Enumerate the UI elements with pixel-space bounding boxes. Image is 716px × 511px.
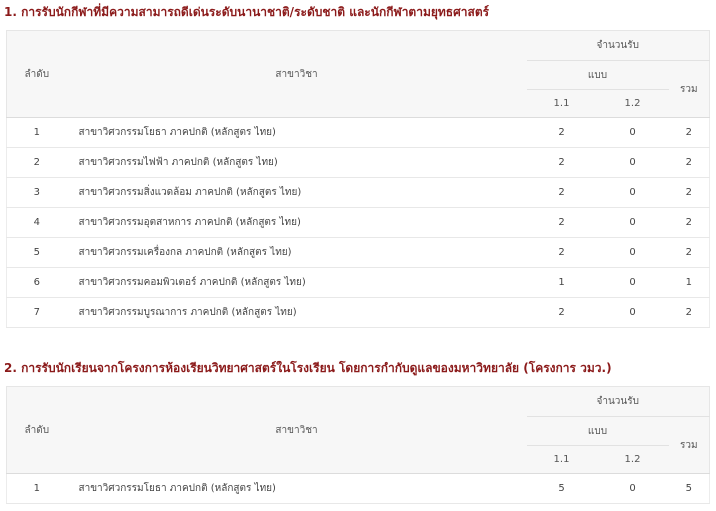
row-program: สาขาวิศวกรรมโยธา ภาคปกติ (หลักสูตร ไทย) <box>67 118 527 148</box>
header-type-1-2: 1.2 <box>597 90 669 118</box>
table-row <box>7 178 710 208</box>
row-type-1-1: 2 <box>527 238 597 268</box>
row-total: 2 <box>669 118 710 148</box>
table-row <box>7 148 710 178</box>
header-no: ลำดับ <box>7 31 67 118</box>
row-no: 5 <box>7 238 67 268</box>
row-type-1-2: 0 <box>597 118 669 148</box>
admission-table-science-classroom <box>6 386 710 504</box>
row-total: 1 <box>669 268 710 298</box>
header-total: รวม <box>669 417 710 474</box>
row-program: สาขาวิศวกรรมเครื่องกล ภาคปกติ (หลักสูตร ไทย) <box>67 238 527 268</box>
row-total: 2 <box>669 208 710 238</box>
header-seats: จำนวนรับ <box>527 31 710 61</box>
row-total: 5 <box>669 474 710 504</box>
header-type: แบบ <box>527 61 669 90</box>
row-type-1-2: 0 <box>597 474 669 504</box>
row-type-1-1: 1 <box>527 268 597 298</box>
row-no: 7 <box>7 298 67 328</box>
row-total: 2 <box>669 298 710 328</box>
table-row <box>7 238 710 268</box>
row-type-1-1: 2 <box>527 178 597 208</box>
row-type-1-1: 2 <box>527 208 597 238</box>
header-type-1-1: 1.1 <box>527 446 597 474</box>
row-type-1-2: 0 <box>597 178 669 208</box>
row-no: 1 <box>7 118 67 148</box>
row-no: 3 <box>7 178 67 208</box>
header-seats: จำนวนรับ <box>527 387 710 417</box>
row-program: สาขาวิศวกรรมคอมพิวเตอร์ ภาคปกติ (หลักสูตร ไทย) <box>67 268 527 298</box>
header-type: แบบ <box>527 417 669 446</box>
table-row <box>7 208 710 238</box>
row-total: 2 <box>669 148 710 178</box>
header-no: ลำดับ <box>7 387 67 474</box>
row-type-1-1: 2 <box>527 298 597 328</box>
row-type-1-1: 2 <box>527 148 597 178</box>
table-row <box>7 298 710 328</box>
row-type-1-1: 2 <box>527 118 597 148</box>
header-total: รวม <box>669 61 710 118</box>
row-type-1-2: 0 <box>597 298 669 328</box>
row-program: สาขาวิศวกรรมบูรณาการ ภาคปกติ (หลักสูตร ไทย) <box>67 298 527 328</box>
row-type-1-1: 5 <box>527 474 597 504</box>
header-type-1-2: 1.2 <box>597 446 669 474</box>
row-program: สาขาวิศวกรรมไฟฟ้า ภาคปกติ (หลักสูตร ไทย) <box>67 148 527 178</box>
row-program: สาขาวิศวกรรมอุตสาหการ ภาคปกติ (หลักสูตร ไทย) <box>67 208 527 238</box>
row-program: สาขาวิศวกรรมโยธา ภาคปกติ (หลักสูตร ไทย) <box>67 474 527 504</box>
row-total: 2 <box>669 238 710 268</box>
row-no: 1 <box>7 474 67 504</box>
header-type-1-1: 1.1 <box>527 90 597 118</box>
table-row <box>7 118 710 148</box>
row-type-1-2: 0 <box>597 268 669 298</box>
header-program: สาขาวิชา <box>67 31 527 118</box>
row-type-1-2: 0 <box>597 238 669 268</box>
row-no: 6 <box>7 268 67 298</box>
row-type-1-2: 0 <box>597 148 669 178</box>
admission-table-sports <box>6 30 710 328</box>
row-no: 2 <box>7 148 67 178</box>
row-type-1-2: 0 <box>597 208 669 238</box>
section-1-title: 1. การรับนักกีฬาที่มีความสามารถดีเด่นระดับนานาชาติ/ระดับชาติ และนักกีฬาตามยุทธศาสตร์ <box>4 5 490 19</box>
row-program: สาขาวิศวกรรมสิ่งแวดล้อม ภาคปกติ (หลักสูตร ไทย) <box>67 178 527 208</box>
table-row <box>7 268 710 298</box>
row-total: 2 <box>669 178 710 208</box>
header-program: สาขาวิชา <box>67 387 527 474</box>
row-no: 4 <box>7 208 67 238</box>
section-2-title: 2. การรับนักเรียนจากโครงการห้องเรียนวิทยาศาสตร์ในโรงเรียน โดยการกำกับดูแลของมหาวิทยาลัย (โครงการ วมว.) <box>4 361 612 375</box>
table-row <box>7 474 710 504</box>
